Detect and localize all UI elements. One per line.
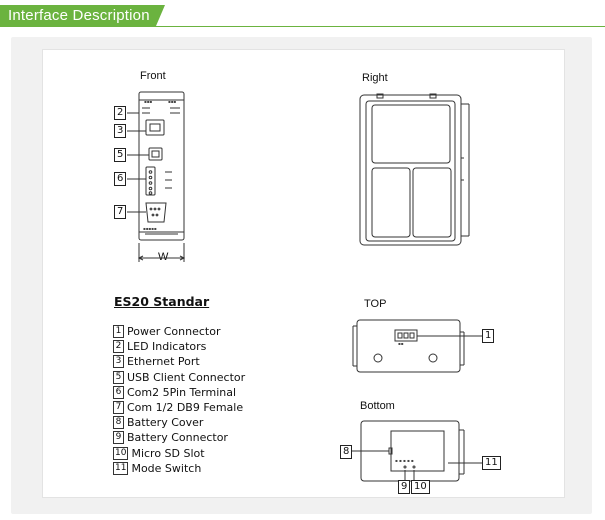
standard-title: ES20 Standar (114, 294, 210, 309)
legend-item (113, 370, 245, 385)
front-callout-5: 5 (114, 148, 126, 162)
legend-number: 1 (113, 325, 124, 338)
legend-label: Ethernet Port (127, 355, 200, 369)
bottom-callout-9: 9 (398, 480, 410, 494)
legend-item (113, 415, 245, 430)
legend-item (113, 339, 245, 354)
legend-item (113, 385, 245, 400)
top-callout-1: 1 (482, 329, 494, 343)
legend-label: Mode Switch (131, 461, 202, 475)
legend-label: Micro SD Slot (131, 446, 205, 460)
legend-item (113, 446, 245, 461)
svg-text:▪ ▪ ▪ ▪ ▪: ▪ ▪ ▪ ▪ ▪ (395, 458, 414, 463)
front-view-label: Front (140, 70, 166, 82)
legend-label: Com2 5Pin Terminal (127, 385, 237, 399)
bottom-view-drawing (352, 421, 482, 484)
top-view-drawing (353, 320, 482, 372)
top-view-label: TOP (364, 298, 387, 310)
legend-item (113, 354, 245, 369)
bottom-callout-10: 10 (411, 480, 430, 494)
legend-label: Power Connector (127, 325, 221, 339)
legend-number: 11 (115, 462, 127, 473)
legend-item (113, 430, 245, 445)
legend-label: Battery Cover (127, 416, 204, 430)
right-view-label: Right (362, 72, 388, 84)
right-view-drawing (360, 94, 469, 245)
width-label: W (158, 251, 169, 263)
legend-label: Battery Connector (127, 431, 228, 445)
legend-item (113, 324, 245, 339)
svg-text:▪▪: ▪▪ (398, 341, 404, 346)
svg-text:▪▪▪▪▪: ▪▪▪▪▪ (143, 226, 157, 231)
legend-number: 3 (113, 355, 124, 368)
component-legend (113, 324, 245, 476)
legend-number: 5 (113, 371, 124, 384)
front-view-drawing (127, 92, 184, 262)
front-callout-6: 6 (114, 172, 126, 186)
legend-number: 9 (113, 431, 124, 444)
front-callout-7: 7 (114, 205, 126, 219)
legend-label: LED Indicators (127, 340, 207, 354)
bottom-view-label: Bottom (360, 400, 395, 412)
legend-item (113, 461, 245, 476)
legend-label: USB Client Connector (127, 370, 246, 384)
legend-number: 6 (113, 386, 124, 399)
svg-text:▪▪▪: ▪▪▪ (168, 99, 177, 104)
legend-label: Com 1/2 DB9 Female (127, 401, 244, 415)
legend-number: 10 (115, 447, 127, 458)
bottom-callout-8: 8 (340, 445, 352, 459)
legend-item (113, 400, 245, 415)
svg-text:▪▪▪: ▪▪▪ (144, 99, 153, 104)
front-callout-2: 2 (114, 106, 126, 120)
legend-number: 2 (113, 340, 124, 353)
legend-number: 8 (113, 416, 124, 429)
legend-number: 7 (113, 401, 124, 414)
section-title: Interface Description (8, 7, 150, 24)
front-callout-3: 3 (114, 124, 126, 138)
bottom-callout-11: 11 (482, 456, 501, 470)
